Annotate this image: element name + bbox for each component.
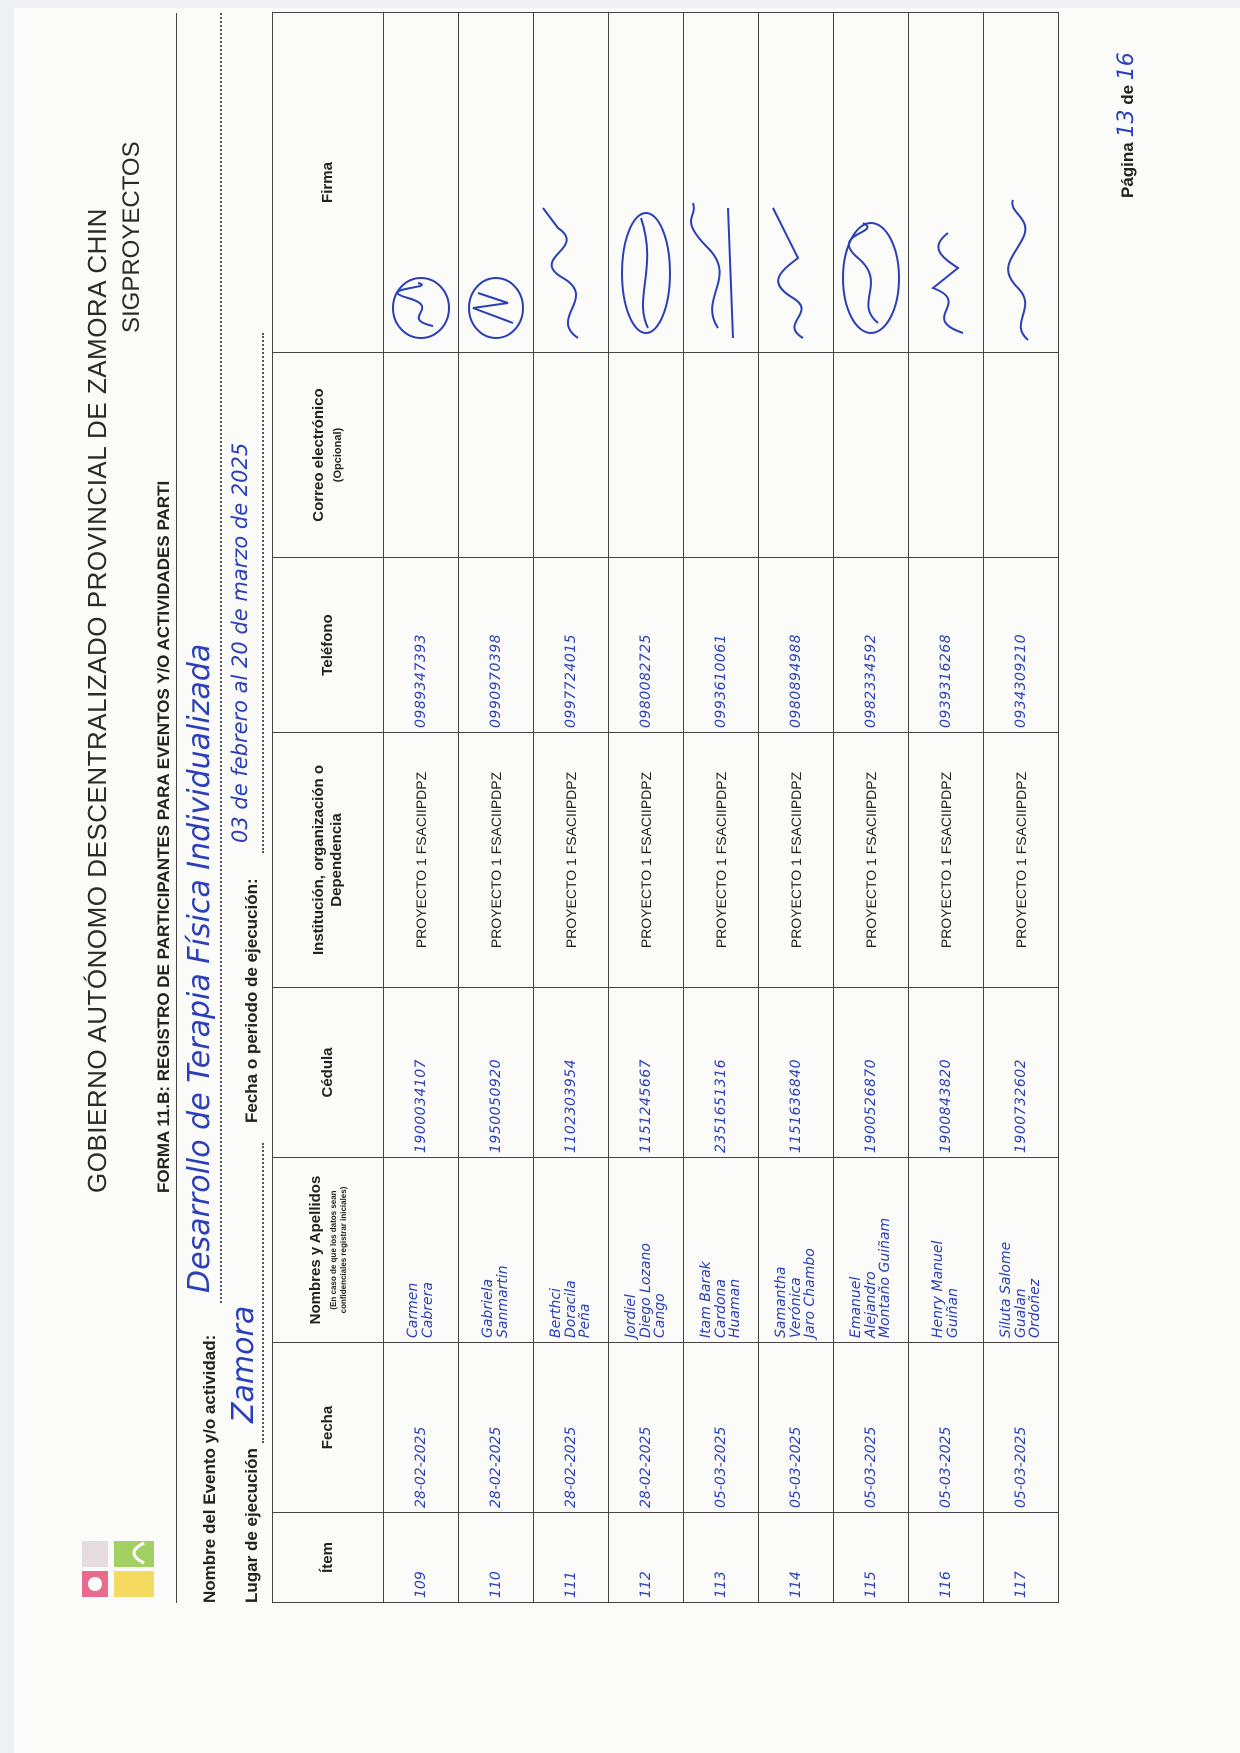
cell-item: 114	[759, 1513, 834, 1603]
cell-firma	[759, 13, 834, 353]
fecha-value: 03 de febrero al 20 de marzo de 2025	[228, 442, 252, 843]
cell-correo	[459, 353, 534, 558]
rotated-page	[14, 8, 1240, 1753]
cell-institucion: PROYECTO 1 FSACIIPDPZ	[984, 733, 1059, 988]
signature-icon	[838, 198, 904, 348]
cell-firma	[984, 13, 1059, 353]
cell-fecha: 28-02-2025	[534, 1343, 609, 1513]
evento-dotted-line	[220, 13, 222, 1303]
fecha-label: Fecha o periodo de ejecución:	[242, 878, 261, 1123]
cell-fecha: 28-02-2025	[609, 1343, 684, 1513]
cell-institucion: PROYECTO 1 FSACIIPDPZ	[609, 733, 684, 988]
evento-value: Desarrollo de Terapia Física Individualizada	[182, 643, 217, 1293]
cell-nombre: Samantha Verónica Jaro Chambo	[759, 1158, 834, 1343]
cell-item: 116	[909, 1513, 984, 1603]
cell-institucion: PROYECTO 1 FSACIIPDPZ	[759, 733, 834, 988]
cell-telefono: 0980894988	[759, 558, 834, 733]
cell-correo	[834, 353, 909, 558]
page-total: 16	[1114, 52, 1139, 81]
cell-firma	[909, 13, 984, 353]
cell-item: 110	[459, 1513, 534, 1603]
cell-item: 115	[834, 1513, 909, 1603]
cell-fecha: 28-02-2025	[384, 1343, 459, 1513]
cell-telefono: 0993610061	[684, 558, 759, 733]
cell-cedula: 2351651316	[684, 988, 759, 1158]
signature-icon	[988, 198, 1054, 348]
cell-fecha: 05-03-2025	[909, 1343, 984, 1513]
table-row	[759, 13, 834, 1603]
cell-nombre: Itam Barak Cardona Huaman	[684, 1158, 759, 1343]
page-current: 13	[1114, 109, 1139, 138]
participants-table	[272, 12, 1059, 1603]
evento-label: Nombre del Evento y/o actividad:	[200, 1334, 219, 1603]
header-nombre	[273, 1158, 384, 1343]
table-row	[909, 13, 984, 1603]
cell-telefono: 0997724015	[534, 558, 609, 733]
scanned-sheet	[14, 8, 1240, 1753]
table-row	[459, 13, 534, 1603]
cell-telefono: 0982334592	[834, 558, 909, 733]
cell-item: 109	[384, 1513, 459, 1603]
cell-nombre: Emanuel Alejandro Montaño Guiñam	[834, 1158, 909, 1343]
table-row	[609, 13, 684, 1603]
header-correo-label: Correo electrónico	[310, 388, 328, 522]
cell-nombre: Jordiel Diego Lozano Cango	[609, 1158, 684, 1343]
cell-firma	[684, 13, 759, 353]
table-row	[834, 13, 909, 1603]
cell-fecha: 05-03-2025	[759, 1343, 834, 1513]
signature-icon	[538, 198, 604, 348]
cell-telefono: 0939316268	[909, 558, 984, 733]
cell-cedula: 1102303954	[534, 988, 609, 1158]
header-correo-note: (Opcional)	[332, 427, 345, 483]
cell-telefono: 0934309210	[984, 558, 1059, 733]
header-nombre-label: Nombres y Apellidos	[307, 1175, 325, 1325]
header-correo	[273, 353, 384, 558]
signature-icon	[613, 198, 679, 348]
cell-telefono: 0989347393	[384, 558, 459, 733]
cell-firma	[534, 13, 609, 353]
header-cedula: Cédula	[273, 988, 384, 1158]
cell-correo	[909, 353, 984, 558]
cell-fecha: 05-03-2025	[684, 1343, 759, 1513]
cell-item: 113	[684, 1513, 759, 1603]
cell-nombre: Carmen Cabrera	[384, 1158, 459, 1343]
cell-fecha: 28-02-2025	[459, 1343, 534, 1513]
cell-institucion: PROYECTO 1 FSACIIPDPZ	[459, 733, 534, 988]
cell-institucion: PROYECTO 1 FSACIIPDPZ	[909, 733, 984, 988]
lugar-dotted-line	[262, 1143, 264, 1443]
table-row	[684, 13, 759, 1603]
document-title: GOBIERNO AUTÓNOMO DESCENTRALIZADO PROVINCIAL DE ZAMORA CHIN	[82, 208, 112, 1193]
lugar-label: Lugar de ejecución	[242, 1448, 261, 1603]
signature-icon	[463, 198, 529, 348]
cell-nombre: Gabriela Sanmartin	[459, 1158, 534, 1343]
cell-correo	[759, 353, 834, 558]
cell-cedula: 1151636840	[759, 988, 834, 1158]
page-of-label: de	[1118, 84, 1137, 105]
cell-item: 112	[609, 1513, 684, 1603]
cell-cedula: 1900526870	[834, 988, 909, 1158]
table-row	[534, 13, 609, 1603]
table-header-row	[273, 13, 384, 1603]
cell-firma	[384, 13, 459, 353]
header-nombre-note: (En caso de que los datos sean confidenciales registrar iniciales)	[329, 1186, 348, 1314]
cell-institucion: PROYECTO 1 FSACIIPDPZ	[684, 733, 759, 988]
fecha-dotted-line	[262, 333, 264, 853]
table-row	[384, 13, 459, 1603]
cell-fecha: 05-03-2025	[834, 1343, 909, 1513]
page-label: Página	[1118, 142, 1137, 198]
cell-correo	[984, 353, 1059, 558]
signature-icon	[763, 198, 829, 348]
cell-item: 111	[534, 1513, 609, 1603]
cell-correo	[534, 353, 609, 558]
header-institucion: Institución, organización o Dependencia	[273, 733, 384, 988]
table-row	[984, 13, 1059, 1603]
form-title: FORMA 11.B: REGISTRO DE PARTICIPANTES PARA EVENTOS Y/O ACTIVIDADES PARTI	[154, 480, 173, 1193]
cell-nombre: Berthci Doracila Peña	[534, 1158, 609, 1343]
signature-icon	[688, 198, 754, 348]
cell-cedula: 1900732602	[984, 988, 1059, 1158]
cell-cedula: 1900843820	[909, 988, 984, 1158]
cell-correo	[609, 353, 684, 558]
cell-institucion: PROYECTO 1 FSACIIPDPZ	[534, 733, 609, 988]
cell-firma	[459, 13, 534, 353]
header-firma: Firma	[273, 13, 384, 353]
header-item: Ítem	[273, 1513, 384, 1603]
cell-cedula: 1900034107	[384, 988, 459, 1158]
header-telefono: Teléfono	[273, 558, 384, 733]
cell-telefono: 0990970398	[459, 558, 534, 733]
cell-nombre: Siluta Salome Gualan Ordoñez	[984, 1158, 1059, 1343]
cell-correo	[684, 353, 759, 558]
cell-institucion: PROYECTO 1 FSACIIPDPZ	[384, 733, 459, 988]
signature-icon	[388, 198, 454, 348]
cell-cedula: 1950050920	[459, 988, 534, 1158]
signature-icon	[913, 198, 979, 348]
cell-fecha: 05-03-2025	[984, 1343, 1059, 1513]
document-subtitle: SIGPROYECTOS	[118, 141, 145, 333]
header-fecha: Fecha	[273, 1343, 384, 1513]
header-rule	[176, 13, 177, 1603]
page-number	[1114, 52, 1139, 198]
cell-item: 117	[984, 1513, 1059, 1603]
gad-logo-icon	[74, 1523, 164, 1603]
cell-firma	[834, 13, 909, 353]
cell-institucion: PROYECTO 1 FSACIIPDPZ	[834, 733, 909, 988]
cell-correo	[384, 353, 459, 558]
lugar-value: Zamora	[226, 1305, 261, 1423]
cell-telefono: 0980082725	[609, 558, 684, 733]
cell-firma	[609, 13, 684, 353]
cell-nombre: Henry Manuel Guiñan	[909, 1158, 984, 1343]
cell-cedula: 1151245667	[609, 988, 684, 1158]
